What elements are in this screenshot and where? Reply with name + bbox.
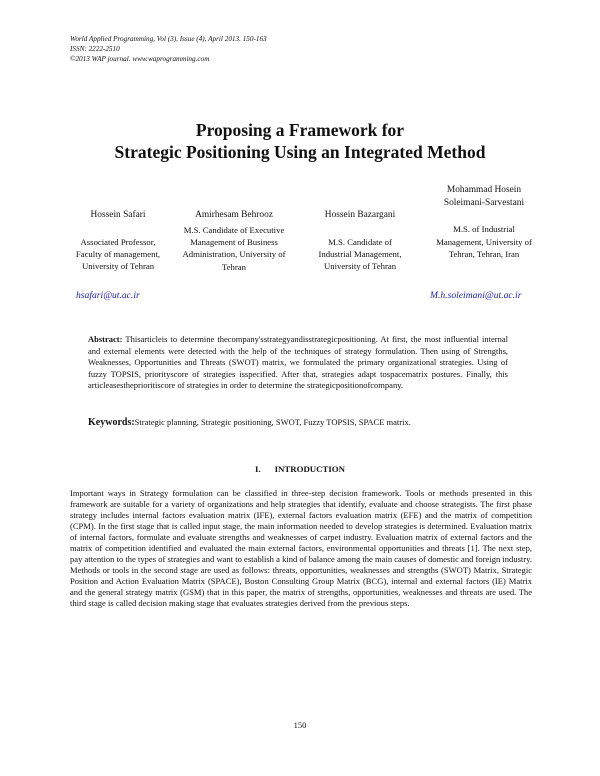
author-1-email-link[interactable]: hsafari@ut.ac.ir bbox=[76, 290, 140, 301]
paper-title-line-2: Strategic Positioning Using an Integrated Method bbox=[114, 142, 486, 162]
author-affiliation-line: M.S. Candidate of Executive bbox=[183, 224, 285, 235]
section-number: I. bbox=[254, 464, 261, 474]
author-affiliation-line: Management of Business bbox=[190, 237, 278, 247]
paper-title-line-1: Proposing a Framework for bbox=[195, 120, 405, 140]
journal-citation: World Applied Programming, Vol (3), Issue (4), April 2013. 150-163 bbox=[70, 35, 267, 43]
abstract-label: Abstract: bbox=[88, 334, 123, 344]
section-heading bbox=[0, 464, 600, 474]
author-affiliation-line: University of Tehran bbox=[323, 261, 397, 272]
introduction-paragraph: Important ways in Strategy formulation can be classified in three-step decision framework. Tools or methods presented in this framework are suitable for a variety of organizations and help strategies that identify, evaluate and choose strategists. The first phase strategy includes internal factors evaluation matrix (IFE), external factors evaluation matrix (EFE) and the matrix of competition (CPM). In the first stage that is called input stage, the main information needed to develop strategies is determined. Evaluation matrix of internal factors, formulate and evaluate strengths and weaknesses of carpet industry. Evaluation matrix of external factors and the matrix of competition identified and evaluated the main external factors, environmental opportunities and threats [1]. The next step, pay attention to the types of strategies and want to establish a kind of balance among the main causes of domestic and foreign industry. Methods or tools in the second stage are used as follows: threats, opportunities, weaknesses and strengths (SWOT) Matrix, Strategic Position and Action Evaluation Matrix (SPACE), Boston Consulting Group Matrix (BCG), internal and external factors (IE) Matrix and the general strategy matrix (GSM) that in this paper, the matrix of strengths, opportunities, weaknesses and threats are used. The third stage is called decision making stage that evaluates strategies derived from the previous steps. bbox=[70, 488, 532, 608]
author-affiliation-line: M.S. Candidate of bbox=[328, 236, 392, 247]
author-name: Hossein Bazargani bbox=[324, 210, 396, 220]
author-affiliation-line: Industrial Management, bbox=[318, 249, 402, 259]
author-affiliation-line: Tehran, Tehran, Iran bbox=[448, 249, 520, 259]
author-name: Amirhesam Behrooz bbox=[195, 210, 273, 220]
section-title: INTRODUCTION bbox=[274, 464, 345, 474]
journal-issn: ISSN: 2222-2510 bbox=[70, 45, 120, 53]
author-name-continued: Soleimani-Sarvestani bbox=[443, 197, 525, 208]
page-number: 150 bbox=[293, 720, 307, 730]
author-affiliation-line: University of Tehran bbox=[81, 261, 155, 272]
paper-title bbox=[0, 119, 600, 163]
abstract-text: Thisarticleis to determine thecompany'sstrategyandisstrategicpositioning. At first, the most influential internal and external elements were detected with the help of the techniques of strategy formulation. Then using of Strengths, Weaknesses, Opportunities and Threats (SWOT) matrix, we formulated the primary organizational strategies. Using of fuzzy TOPSIS, priorityscore of strategies isspecified. After that, strategies adapt tospacematrix postures. Finally, this articleasestheprioritiscore of strategies in order to determine the strategicpositionofcompany. bbox=[88, 334, 508, 391]
abstract bbox=[88, 334, 508, 392]
keywords bbox=[88, 417, 518, 428]
author-4-email-link[interactable]: M.h.soleimani@ut.ac.ir bbox=[430, 290, 522, 301]
journal-header bbox=[70, 34, 267, 64]
author-2 bbox=[172, 209, 296, 273]
author-1 bbox=[58, 209, 178, 273]
keywords-text: Strategic planning, Strategic positioning, SWOT, Fuzzy TOPSIS, SPACE matrix. bbox=[134, 417, 411, 427]
author-3 bbox=[298, 209, 422, 273]
author-affiliation-line: Tehran bbox=[222, 261, 246, 272]
author-affiliation-line: Management, University of bbox=[436, 236, 532, 247]
author-affiliation-line: Administration, University of bbox=[182, 249, 286, 260]
author-affiliation-line: Faculty of management, bbox=[75, 249, 161, 259]
author-name: Mohammad Hosein bbox=[446, 185, 522, 195]
keywords-label: Keywords: bbox=[88, 417, 135, 428]
author-name: Hossein Safari bbox=[90, 210, 146, 220]
journal-copyright: ©2013 WAP journal. www.waprogramming.com bbox=[70, 55, 210, 63]
author-affiliation-line: M.S. of Industrial bbox=[453, 224, 515, 235]
author-affiliation-line: Associated Professor, bbox=[80, 236, 156, 247]
author-4 bbox=[414, 184, 554, 260]
